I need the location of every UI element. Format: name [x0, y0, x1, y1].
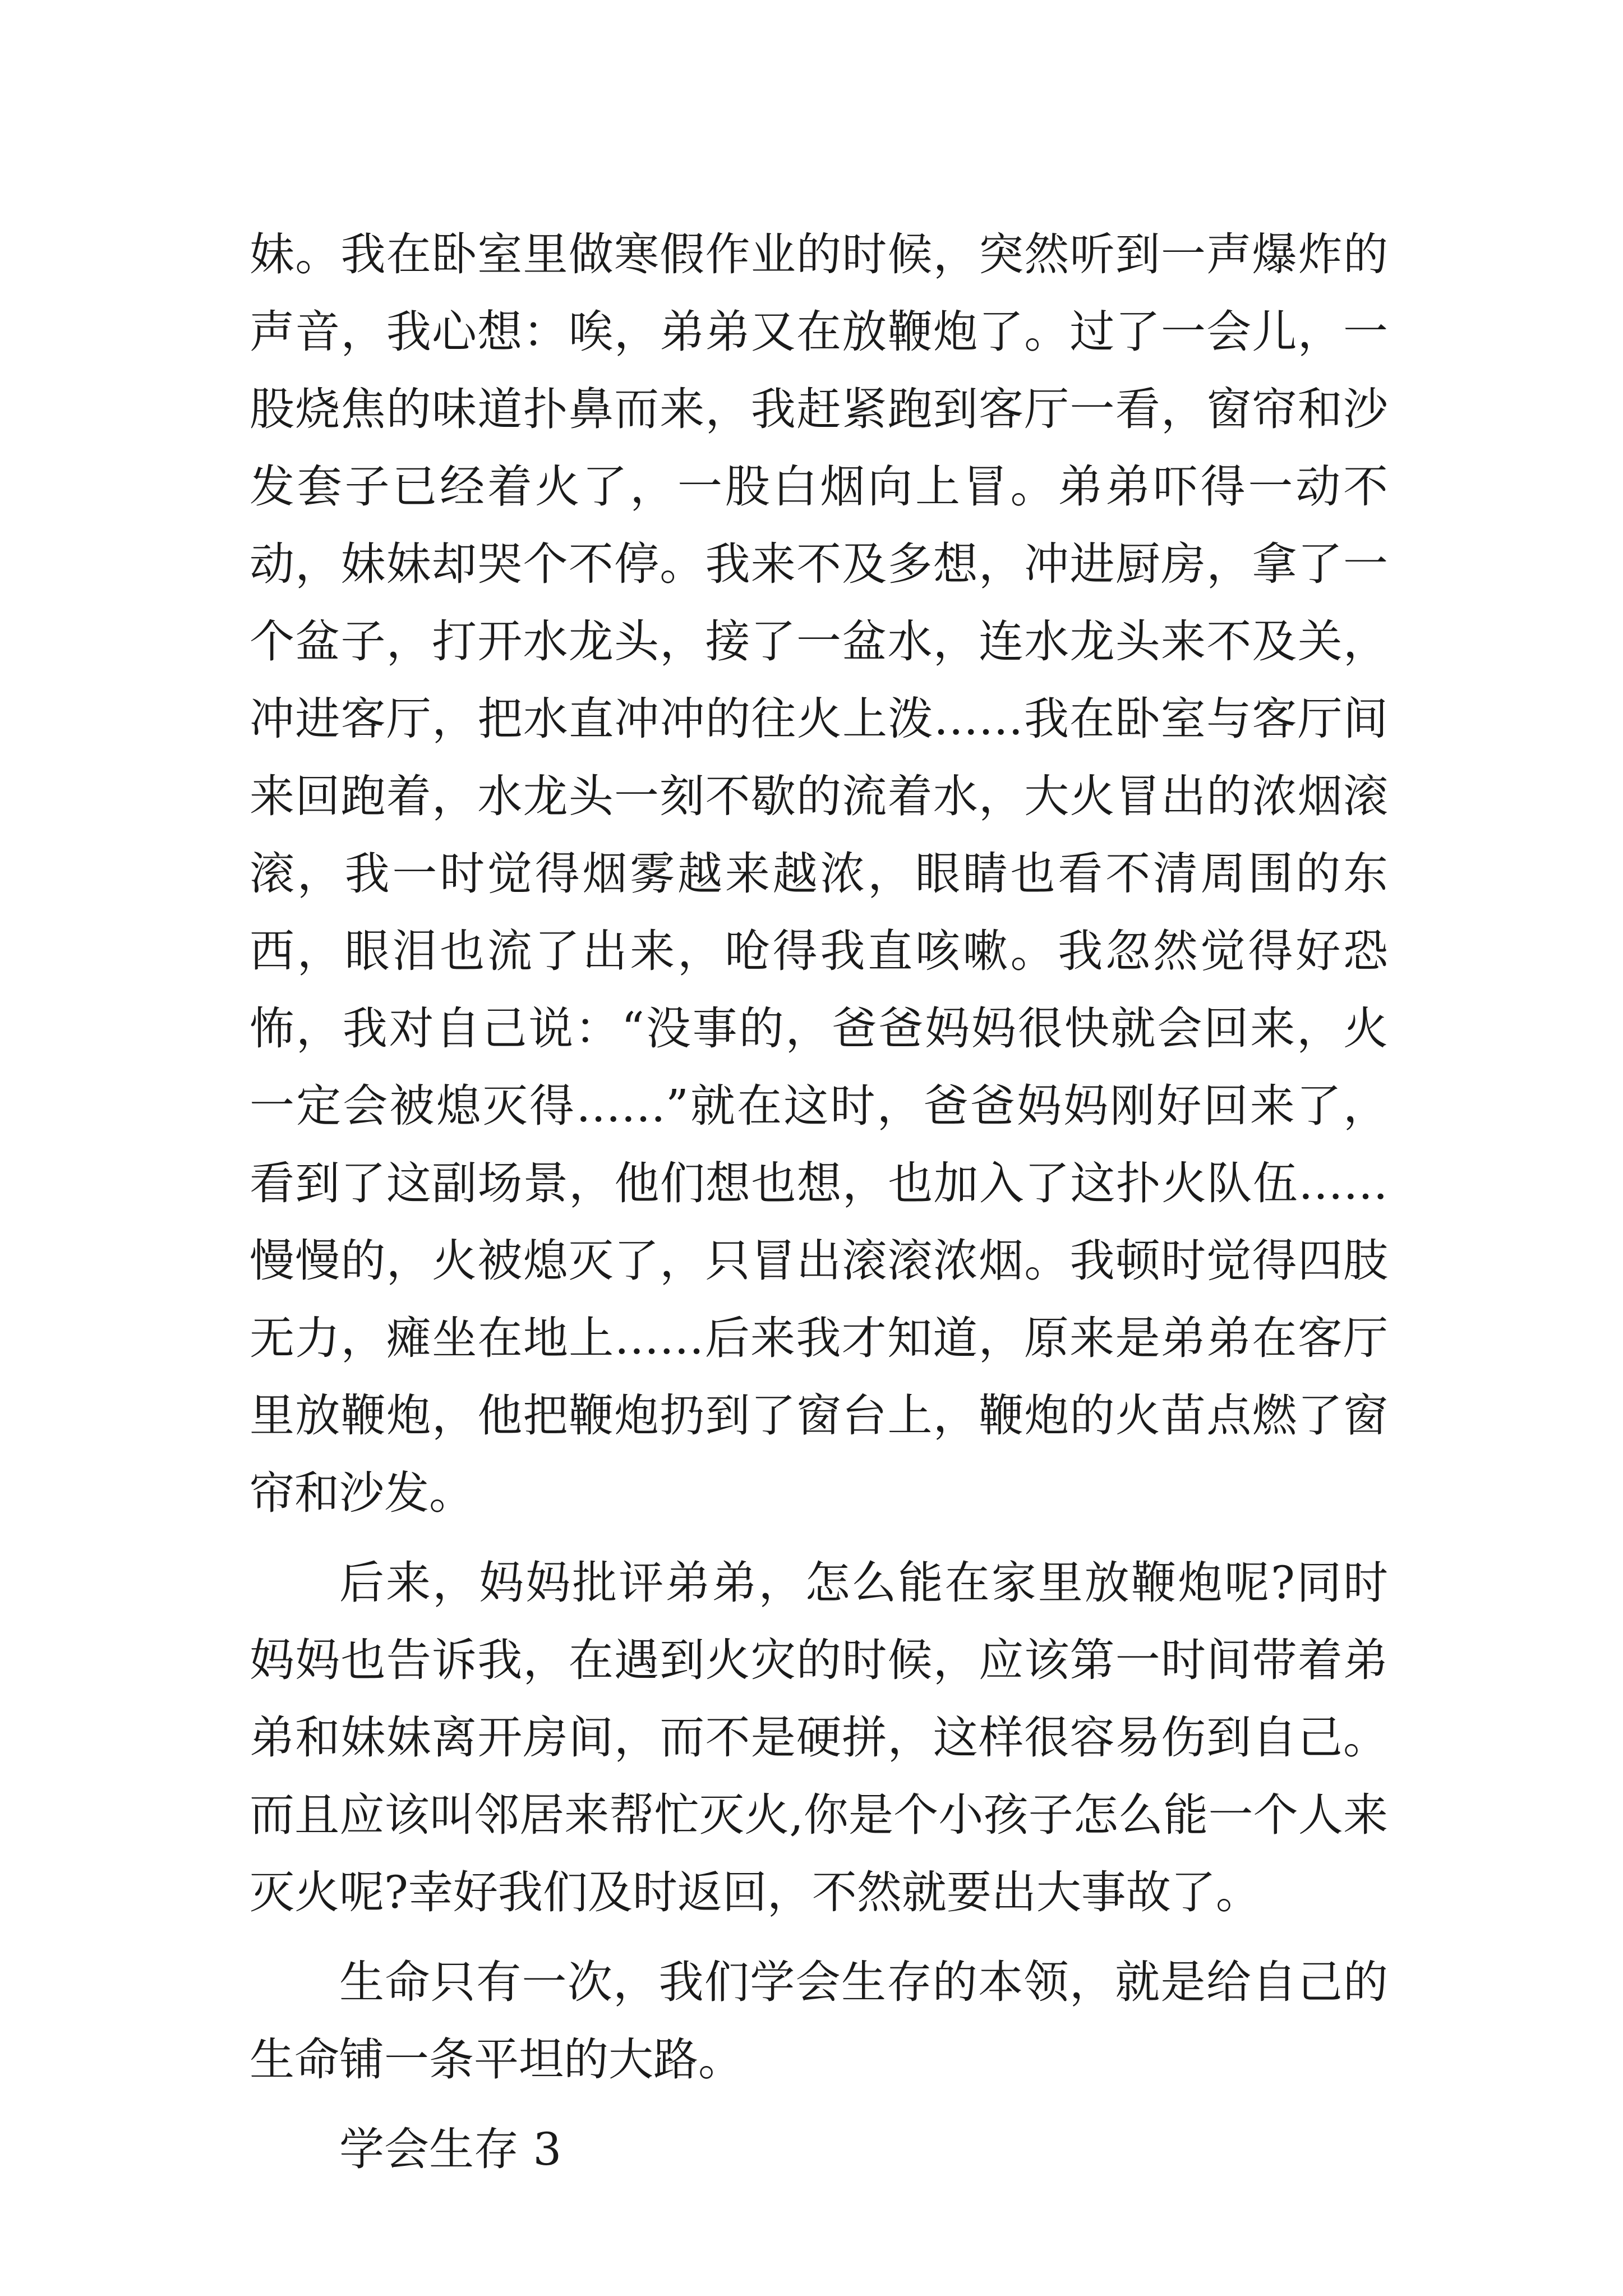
paragraph-conclusion: 生命只有一次，我们学会生存的本领，就是给自己的生命铺一条平坦的大路。	[250, 1956, 1388, 2086]
section-heading: 学会生存 3	[339, 2123, 562, 2175]
paragraph-mother-advice: 后来，妈妈批评弟弟，怎么能在家里放鞭炮呢?同时妈妈也告诉我，在遇到火灾的时候，应该第一时间带着弟弟和妹妹离开房间，而不是硬拼，这样很容易伤到自己。而且应该叫邻居来帮忙灭火,你是个小孩子怎么能一个人来灭火呢?幸好我们及时返回，不然就要出大事故了。	[250, 1557, 1388, 1918]
document-body	[250, 216, 1388, 2188]
paragraph-fire-story: 妹。我在卧室里做寒假作业的时候，突然听到一声爆炸的声音，我心想：唉，弟弟又在放鞭炮了。过了一会儿，一股烧焦的味道扑鼻而来，我赶紧跑到客厅一看，窗帘和沙发套子已经着火了，一股白烟向上冒。弟弟吓得一动不动，妹妹却哭个不停。我来不及多想，冲进厨房，拿了一个盆子，打开水龙头，接了一盆水，连水龙头来不及关，冲进客厅，把水直冲冲的往火上泼……我在卧室与客厅间来回跑着，水龙头一刻不歇的流着水，大火冒出的浓烟滚滚，我一时觉得烟雾越来越浓，眼睛也看不清周围的东西，眼泪也流了出来，呛得我直咳嗽。我忽然觉得好恐怖，我对自己说：“没事的，爸爸妈妈很快就会回来，火一定会被熄灭得……”就在这时，爸爸妈妈刚好回来了，看到了这副场景，他们想也想，也加入了这扑火队伍……慢慢的，火被熄灭了，只冒出滚滚浓烟。我顿时觉得四肢无力，瘫坐在地上……后来我才知道，原来是弟弟在客厅里放鞭炮，他把鞭炮扔到了窗台上，鞭炮的火苗点燃了窗帘和沙发。	[250, 228, 1388, 1519]
